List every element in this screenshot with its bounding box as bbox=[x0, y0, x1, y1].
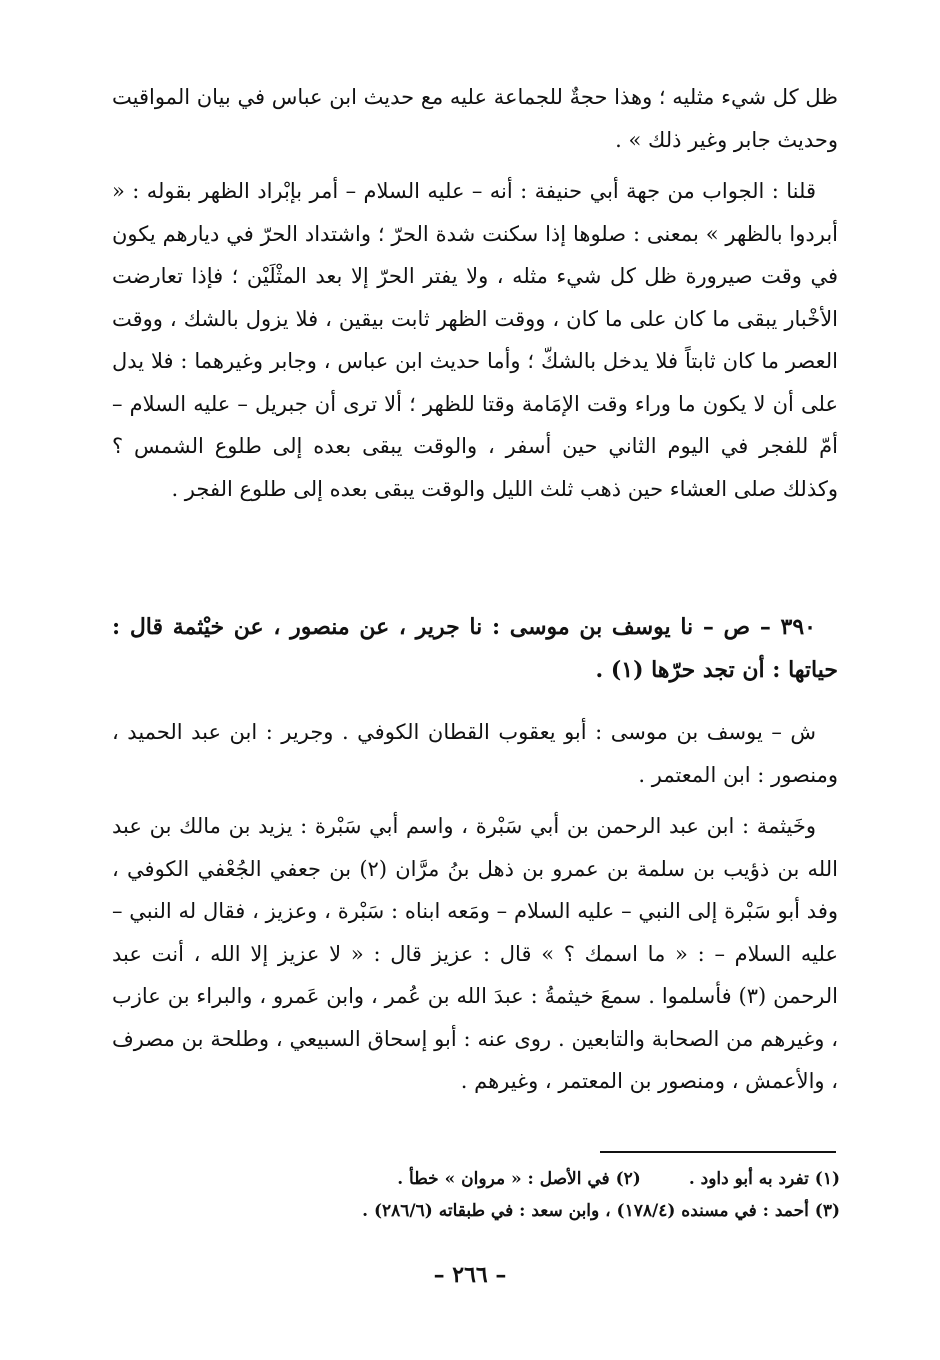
footnote-separator bbox=[600, 1151, 836, 1153]
paragraph-continuation: ظل كل شيء مثليه ؛ وهذا حجةٌ للجماعة عليه مع حديث ابن عباس في بيان المواقيت وحديث جابر وغير ذلك » . bbox=[112, 85, 838, 152]
paragraph-biography: وخَيثمة : ابن عبد الرحمن بن أبي سَبْرة ، واسم أبي سَبْرة : يزيد بن مالك بن عبد الله بن ذؤيب بن سلمة بن عمرو بن ذهل بنُ مرَّان (٢) بن جعفي الجُعْفي الكوفي ، وفد أبو سَبْرة إلى النبي – عليه السلام – ومَعه ابناه : سَبْرة ، وعزيز ، فقال له النبي – عليه السلام – : « ما اسمك ؟ » قال : عزيز قال : « لا عزيز إلا الله ، أنت عبد الرحمن (٣) فأسلموا . سمعَ خيثمةُ : عبدَ الله بن عُمر ، وابن عَمرو ، والبراء بن عازب ، وغيرهم من الصحابة والتابعين . روى عنه : أبو إسحاق السبيعي ، وطلحة بن مصرف ، والأعمش ، ومنصور بن المعتمر ، وغيرهم . bbox=[112, 814, 839, 1093]
footnote-1: (١) تفرد به أبو داود . bbox=[688, 1169, 840, 1189]
page-number: – ٢٦٦ – bbox=[433, 1262, 507, 1288]
paragraph-answer: قلنا : الجواب من جهة أبي حنيفة : أنه – عليه السلام – أمر بإبْراد الظهر بقوله : « أبردوا بالظهر » بمعنى : صلوها إذا سكنت شدة الحرّ ؛ واشتداد الحرّ في ديارهم يكون في وقت صيرورة ظل كل شيء مثله ، ولا يفتر الحرّ إلا بعد المثْلَيْن ؛ فإذا تعارضت الأخْبار يبقى ما كان على ما كان ، ووقت الظهر ثابت بيقين ، فلا يزول بالشك ، ووقت العصر ما كان ثابتاً فلا يدخل بالشكّ ؛ وأما حديث ابن عباس ، وجابر وغيرهما : فلا يدل على أن لا يكون ما وراء وقت الإمَامة وقتا للظهر ؛ ألا ترى أن جبريل – عليه السلام – أمّ للفجر في اليوم الثاني حين أسفر ، والوقت يبقى بعده إلى طلوع الشمس ؟ وكذلك صلى العشاء حين ذهب ثلث الليل والوقت يبقى بعده إلى طلوع الفجر . bbox=[112, 179, 838, 501]
footnote-line-1 bbox=[200, 1164, 840, 1194]
hadith-text: ٣٩٠ – ص – نا يوسف بن موسى : نا جرير ، عن منصور ، عن خيْثمة قال : حياتها : أن تجد حرّها (١) . bbox=[112, 614, 838, 683]
footnote-line-2 bbox=[200, 1196, 840, 1226]
footnote-2: (٢) في الأصل : « مروان » خطأ . bbox=[397, 1169, 641, 1189]
paragraph-commentary: ش – يوسف بن موسى : أبو يعقوب القطان الكوفي . وجرير : ابن عبد الحميد ، ومنصور : ابن المعتمر . bbox=[112, 720, 838, 787]
footnote-3: (٣) أحمد : في مسنده (١٧٨/٤) ، وابن سعد : في طبقاته (٢٨٦/٦) . bbox=[362, 1201, 840, 1221]
